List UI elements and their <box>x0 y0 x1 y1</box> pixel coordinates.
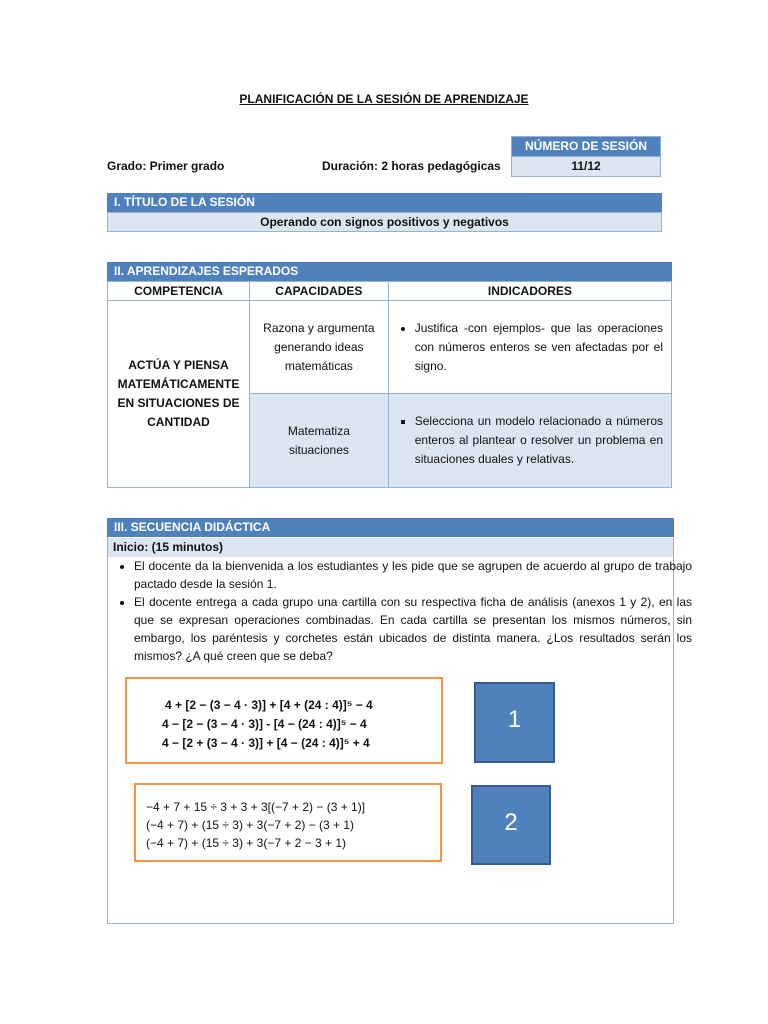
capacidad-cell: Matematiza situaciones <box>249 394 388 488</box>
session-number-value: 11/12 <box>512 156 660 176</box>
expression-line: (−4 + 7) + (15 ÷ 3) + 3(−7 + 2 − 3 + 1) <box>146 836 347 850</box>
expected-learning-table <box>107 281 672 488</box>
duration-label: Duración: 2 horas pedagógicas <box>322 159 501 173</box>
capacidad-cell: Razona y argumenta generando ideas matemáticas <box>249 301 388 394</box>
inicio-label: Inicio: (15 minutos) <box>108 538 673 557</box>
indicador-item: ▪ Selecciona un modelo relacionado a números enteros al plantear o resolver un problema en situaciones duales y relativas. <box>415 412 663 469</box>
card-number-2: 2 <box>471 785 551 865</box>
column-header-capacidades: CAPACIDADES <box>249 282 388 301</box>
card-number-1: 1 <box>474 682 555 763</box>
expression-card-1 <box>125 677 443 764</box>
section-title-header: I. TÍTULO DE LA SESIÓN <box>107 193 662 212</box>
expression-line: (−4 + 7) + (15 ÷ 3) + 3(−7 + 2) − (3 + 1) <box>146 818 355 832</box>
expression-line: 4 − [2 + (3 − 4 · 3)] + [4 − (24 : 4)]⁵ + 4 <box>162 736 370 750</box>
list-item: • El docente da la bienvenida a los estudiantes y les pide que se agrupen de acuerdo al grupo de trabajo pactado desde la sesión 1. <box>134 557 692 593</box>
expression-line: −4 + 7 + 15 ÷ 3 + 3 + 3[(−7 + 2) − (3 + 1)] <box>146 800 366 814</box>
indicador-cell <box>388 301 671 394</box>
document-title: PLANIFICACIÓN DE LA SESIÓN DE APRENDIZAJE <box>239 92 529 106</box>
column-header-competencia: COMPETENCIA <box>108 282 250 301</box>
grade-label: Grado: Primer grado <box>107 159 225 173</box>
expected-learning-header: II. APRENDIZAJES ESPERADOS <box>107 262 672 281</box>
session-title: Operando con signos positivos y negativos <box>107 212 662 232</box>
competencia-cell: ACTÚA Y PIENSA MATEMÁTICAMENTE EN SITUACIONES DE CANTIDAD <box>108 301 250 488</box>
didactic-sequence-header: III. SECUENCIA DIDÁCTICA <box>107 518 674 537</box>
indicador-item: • Justifica -con ejemplos- que las operaciones con números enteros se ven afectadas por el signo. <box>415 319 663 376</box>
expression-line: 4 + [2 − (3 − 4 · 3)] + [4 + (24 : 4)]⁵ − 4 <box>165 698 373 712</box>
expression-line: 4 − [2 − (3 − 4 · 3)] - [4 − (24 : 4)]⁵ − 4 <box>162 717 367 731</box>
sequence-bullet-list <box>112 557 692 665</box>
session-number-label: NÚMERO DE SESIÓN <box>512 137 660 156</box>
column-header-indicadores: INDICADORES <box>388 282 671 301</box>
session-number-box <box>511 136 661 177</box>
expression-card-2 <box>134 783 442 862</box>
list-item: • El docente entrega a cada grupo una cartilla con su respectiva ficha de análisis (anexos 1 y 2), en las que se expresan operaciones combinadas. En cada cartilla se presentan los mismos números, sin embargo, los paréntesis y corchetes están ubicados de distinta manera. ¿Los resultados serán los mismos? ¿A qué creen que se deba? <box>134 593 692 665</box>
indicador-cell <box>388 394 671 488</box>
